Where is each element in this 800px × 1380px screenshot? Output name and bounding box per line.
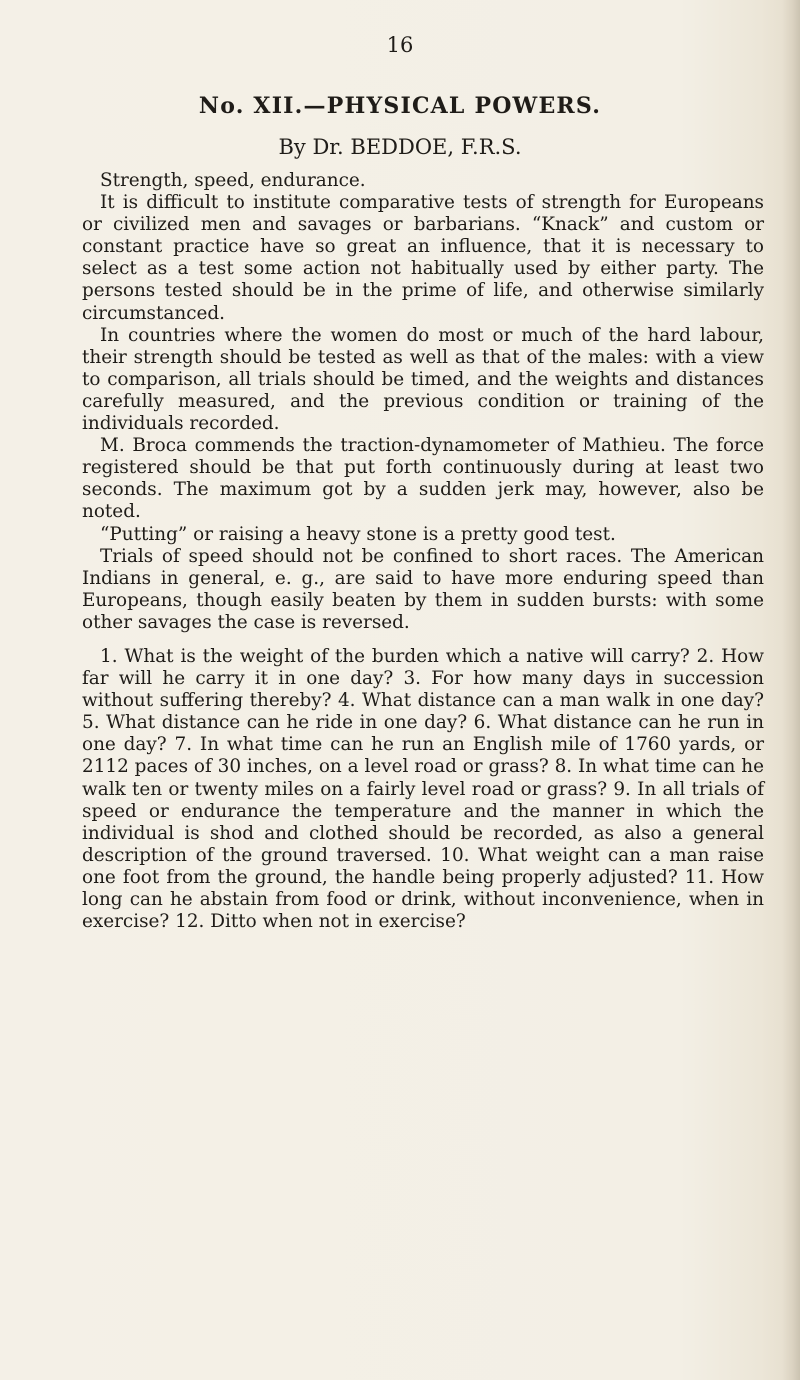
- paragraph-women-strength: In countries where the women do most or much of the hard labour, their strength should be tested as well as that of the males: with a view to comparison, all trials should be timed, and the weights and distances carefully measured, and the previous condition or training of the individuals recorded.: [82, 324, 764, 435]
- page-number: 16: [386, 33, 414, 57]
- paragraph-putting-stone: “Putting” or raising a heavy stone is a pretty good test.: [100, 523, 616, 545]
- section-title: No. XII.—PHYSICAL POWERS.: [198, 93, 602, 119]
- paragraph-speed-trials: Trials of speed should not be confined to short races. The American Indians in general, e. g., are said to have more enduring speed than Europeans, though easily beaten by them in sudden bursts: with some other savages the case is reversed.: [82, 545, 764, 633]
- body-text: [82, 170, 764, 933]
- author-line: By Dr. BEDDOE, F.R.S.: [278, 135, 522, 159]
- paragraph-comparative-tests: It is difficult to institute comparative tests of strength for Europeans or civilized men and savages or barbarians. “Knack” and custom or constant practice have so great an influence, that it is necessary to select as a test some action not habitually used by either party. The persons tested should be in the prime of life, and otherwise similarly circumstanced.: [82, 192, 764, 324]
- paragraph-dynamometer: M. Broca commends the traction-dynamometer of Mathieu. The force registered should be that put forth continuously during at least two seconds. The maximum got by a sudden jerk may, however, also be noted.: [82, 435, 764, 523]
- page-edge-shadow: [782, 0, 800, 1380]
- paragraph-topics: Strength, speed, endurance.: [100, 170, 366, 191]
- paragraph-questions: 1. What is the weight of the burden which a native will carry? 2. How far will he carry it in one day? 3. For how many days in succession without suffering thereby? 4. What distance can a man walk in one day? 5. What distance can he ride in one day? 6. What distance can he run in one day? 7. In what time can he run an English mile of 1760 yards, or 2112 paces of 30 inches, on a level road or grass? 8. In what time can he walk ten or twenty miles on a fairly level road or grass? 9. In all trials of speed or endurance the temperature and the manner in which the individual is shod and clothed should be recorded, as also a general description of the ground traversed. 10. What weight can a man raise one foot from the ground, the handle being properly adjusted? 11. How long can he abstain from food or drink, without inconvenience, when in exercise? 12. Ditto when not in exercise?: [82, 645, 764, 933]
